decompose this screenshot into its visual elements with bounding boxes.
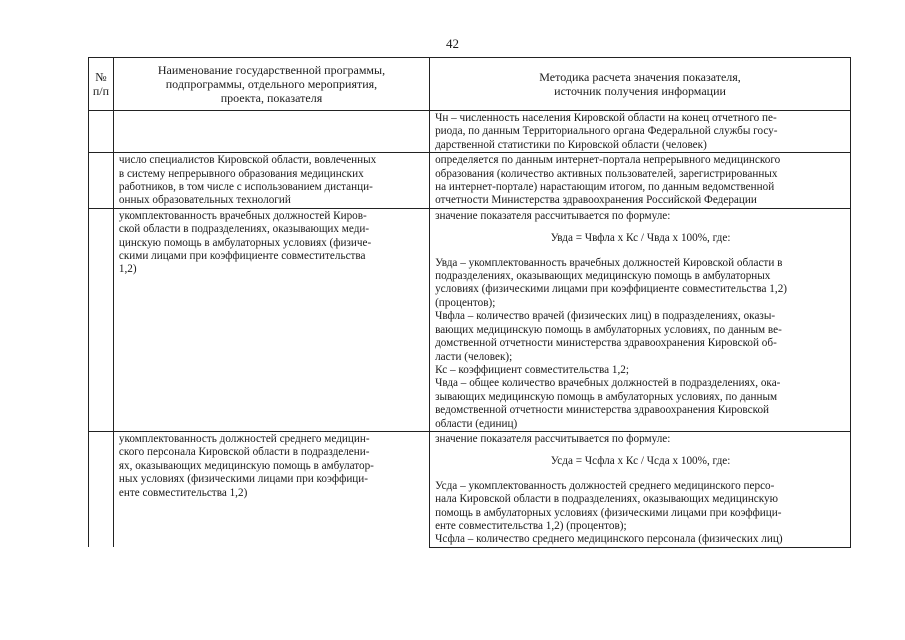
row-method-cell: значение показателя рассчитывается по формуле: Увда = Чвфла х Кс / Чвда х 100%, где: Увда – укомплектованность врачебных должностей Кировской области в подразделениях, оказывающих медицинскую помощь в амбулаторных условиях (физическими лицами при коэффициенте совместительства 1,2) (процентов); Чвфла – количество врачей (физических лиц) в подразделениях, оказы- вающих медицинскую помощь в амбулаторных условиях, по данным ве- домственной отчетности министерства здравоохранения Кировской об- ласти (человек); Кс – коэффициент совместительства 1,2; Чвда – общее количество врачебных должностей в подразделениях, ока- зывающих медицинскую помощь в амбулаторных условиях, по данным ведомственной отчетности министерства здравоохранения Кировской области (единиц)	[430, 208, 851, 431]
formula: Увда = Чвфла х Кс / Чвда х 100%, где:	[550, 232, 731, 245]
row-method-cell: Чн – численность населения Кировской области на конец отчетного пе- риода, по данным Территориального органа Федеральной службы госу- дарственной статистики по Кировской области (человек)	[430, 111, 851, 153]
row-name-cell	[113, 111, 429, 153]
row-number-cell	[89, 111, 114, 153]
row-number-cell	[89, 208, 114, 431]
row-name-cell: число специалистов Кировской области, вовлеченных в систему непрерывного образования медицинских работников, в том числе с использованием дистанци- онных образовательных технологий	[113, 153, 429, 209]
row-name-cell: укомплектованность должностей среднего медицин- ского персонала Кировской области в подразделени- ях, оказывающих медицинскую помощь в амбулатор- ных условиях (физическими лицами при коэффици- енте совместительства 1,2)	[113, 431, 429, 547]
row-number-cell	[89, 153, 114, 209]
row-method-cell: значение показателя рассчитывается по формуле: Усда = Чсфла х Кс / Чсда х 100%, где: Усда – укомплектованность должностей среднего медицинского персо- нала Кировской области в подразделениях, оказывающих медицинскую помощь в амбулаторных условиях (физическими лицами при коэффици- енте совместительства 1,2) (процентов); Чсфла – количество среднего медицинского персонала (физических лиц)	[430, 431, 851, 547]
row-number-cell	[89, 431, 114, 547]
row-name-cell: укомплектованность врачебных должностей Киров- ской области в подразделениях, оказывающих меди- цинскую помощь в амбулаторных условиях (физиче- скими лицами при коэффициенте совместительства 1,2)	[113, 208, 429, 431]
table-row	[89, 431, 851, 547]
table-row	[89, 111, 851, 153]
header-name: Наименование государственной программы, подпрограммы, отдельного мероприятия, проекта, показателя	[113, 58, 429, 111]
table-row	[89, 208, 851, 431]
method-intro: значение показателя рассчитывается по формуле:	[435, 432, 671, 445]
formula: Усда = Чсфла х Кс / Чсда х 100%, где:	[550, 455, 731, 468]
page-number: 42	[446, 36, 459, 51]
header-method: Методика расчета значения показателя, источник получения информации	[430, 58, 851, 111]
table-header-row	[89, 58, 851, 111]
indicator-table	[88, 57, 851, 548]
table-row	[89, 153, 851, 209]
method-intro: значение показателя рассчитывается по формуле:	[435, 209, 671, 222]
header-number: № п/п	[89, 58, 114, 111]
row-method-cell: определяется по данным интернет-портала непрерывного медицинского образования (количество активных пользователей, зарегистрированных на интернет-портале) нарастающим итогом, по данным ведомственной отчетности Министерства здравоохранения Российской Федерации	[430, 153, 851, 209]
